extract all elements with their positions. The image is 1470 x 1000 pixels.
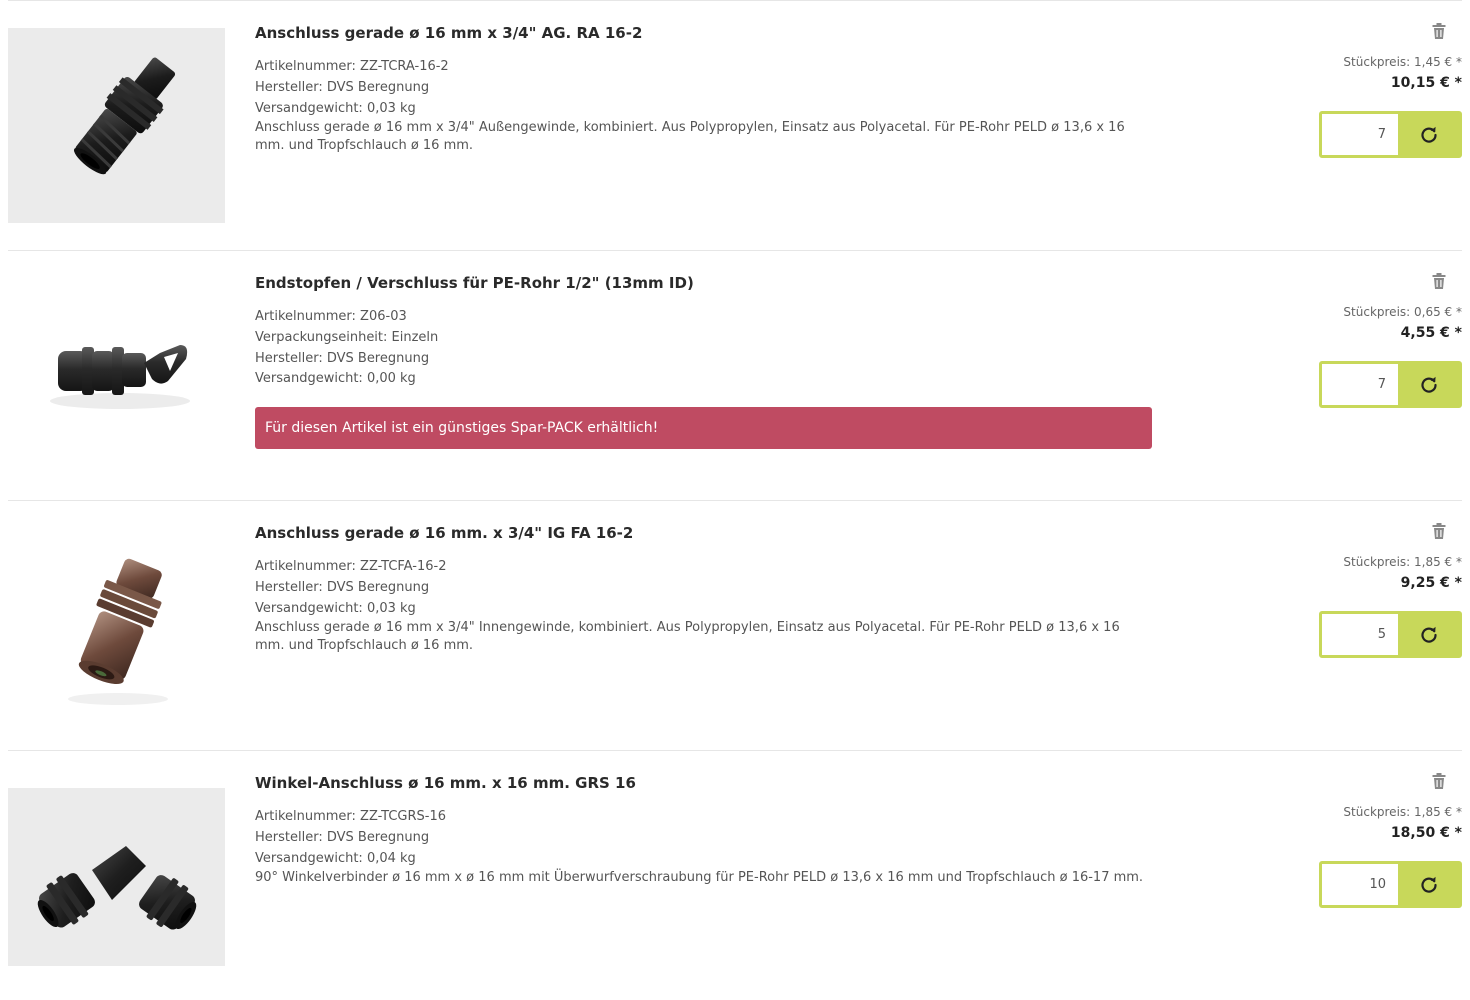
line-total: 18,50 € * — [1390, 825, 1462, 841]
unit-price: Stückpreis: 1,85 € * — [1343, 555, 1462, 569]
cart-item — [8, 750, 1462, 1000]
product-image[interactable] — [8, 281, 225, 476]
product-info — [255, 773, 1155, 887]
product-info — [255, 523, 1155, 655]
cart-item — [8, 500, 1462, 750]
remove-item-button[interactable] — [1432, 273, 1446, 289]
update-quantity-button[interactable] — [1398, 364, 1459, 405]
product-image[interactable] — [8, 28, 225, 223]
quantity-control — [1319, 361, 1462, 408]
unit-price: Stückpreis: 1,85 € * — [1343, 805, 1462, 819]
product-title[interactable]: Winkel-Anschluss ø 16 mm. x 16 mm. GRS 16 — [255, 774, 636, 792]
product-description: Anschluss gerade ø 16 mm x 3/4" Innengewinde, kombiniert. Aus Polypropylen, Einsatz aus Polyacetal. Für PE-Rohr PELD ø 13,6 x 16 mm. und Tropfschlauch ø 16 mm. — [255, 620, 1120, 654]
product-description: Anschluss gerade ø 16 mm x 3/4" Außengewinde, kombiniert. Aus Polypropylen, Einsatz aus Polyacetal. Für PE-Rohr PELD ø 13,6 x 16 mm. und Tropfschlauch ø 16 mm. — [255, 120, 1125, 154]
remove-item-button[interactable] — [1432, 773, 1446, 789]
elbow-connector-photo — [8, 788, 225, 966]
product-image[interactable] — [8, 531, 225, 726]
threaded-connector-female-photo — [8, 531, 225, 726]
manufacturer: Hersteller: DVS Beregnung — [255, 350, 430, 366]
unit-price: Stückpreis: 1,45 € * — [1343, 55, 1462, 69]
quantity-control — [1319, 611, 1462, 658]
product-title[interactable]: Endstopfen / Verschluss für PE-Rohr 1/2" (13mm ID) — [255, 274, 694, 292]
line-total: 4,55 € * — [1400, 325, 1462, 341]
trash-icon — [1432, 773, 1446, 789]
packaging-unit: Verpackungseinheit: Einzeln — [255, 329, 439, 345]
refresh-icon — [1420, 126, 1438, 144]
quantity-control — [1319, 111, 1462, 158]
line-total: 9,25 € * — [1400, 575, 1462, 591]
line-total: 10,15 € * — [1390, 75, 1462, 91]
product-image[interactable] — [8, 788, 225, 966]
article-number: Artikelnummer: ZZ-TCFA-16-2 — [255, 559, 447, 574]
product-title[interactable]: Anschluss gerade ø 16 mm. x 3/4" IG FA 16-2 — [255, 524, 634, 542]
cart-item — [8, 0, 1462, 250]
trash-icon — [1432, 23, 1446, 39]
update-quantity-button[interactable] — [1398, 114, 1459, 155]
refresh-icon — [1420, 376, 1438, 394]
manufacturer: Hersteller: DVS Beregnung — [255, 579, 430, 595]
refresh-icon — [1420, 626, 1438, 644]
threaded-connector-male-photo — [8, 28, 225, 223]
trash-icon — [1432, 273, 1446, 289]
article-number: Artikelnummer: Z06-03 — [255, 309, 407, 324]
trash-icon — [1432, 523, 1446, 539]
refresh-icon — [1420, 876, 1438, 894]
cart-item — [8, 250, 1462, 500]
quantity-input[interactable] — [1322, 114, 1398, 155]
product-info — [255, 23, 1155, 155]
article-number: Artikelnummer: ZZ-TCGRS-16 — [255, 809, 446, 824]
manufacturer: Hersteller: DVS Beregnung — [255, 829, 430, 845]
product-description: 90° Winkelverbinder ø 16 mm x ø 16 mm mit Überwurfverschraubung für PE-Rohr PELD ø 13,6 x 16 mm und Tropfschlauch ø 16-17 mm. — [255, 870, 1144, 886]
quantity-input[interactable] — [1322, 864, 1398, 905]
spar-pack-alert[interactable]: Für diesen Artikel ist ein günstiges Spar-PACK erhältlich! — [255, 407, 1152, 449]
update-quantity-button[interactable] — [1398, 864, 1459, 905]
unit-price: Stückpreis: 0,65 € * — [1343, 305, 1462, 319]
quantity-input[interactable] — [1322, 614, 1398, 655]
manufacturer: Hersteller: DVS Beregnung — [255, 79, 430, 95]
shipping-weight: Versandgewicht: 0,03 kg — [255, 100, 416, 116]
end-plug-photo — [8, 281, 225, 476]
cart-item-list — [8, 0, 1462, 1000]
quantity-input[interactable] — [1322, 364, 1398, 405]
product-title[interactable]: Anschluss gerade ø 16 mm x 3/4" AG. RA 16-2 — [255, 24, 643, 42]
shipping-weight: Versandgewicht: 0,03 kg — [255, 600, 416, 616]
remove-item-button[interactable] — [1432, 23, 1446, 39]
shipping-weight: Versandgewicht: 0,00 kg — [255, 371, 416, 387]
article-number: Artikelnummer: ZZ-TCRA-16-2 — [255, 59, 449, 74]
update-quantity-button[interactable] — [1398, 614, 1459, 655]
shipping-weight: Versandgewicht: 0,04 kg — [255, 850, 416, 866]
quantity-control — [1319, 861, 1462, 908]
remove-item-button[interactable] — [1432, 523, 1446, 539]
product-info — [255, 273, 1155, 390]
